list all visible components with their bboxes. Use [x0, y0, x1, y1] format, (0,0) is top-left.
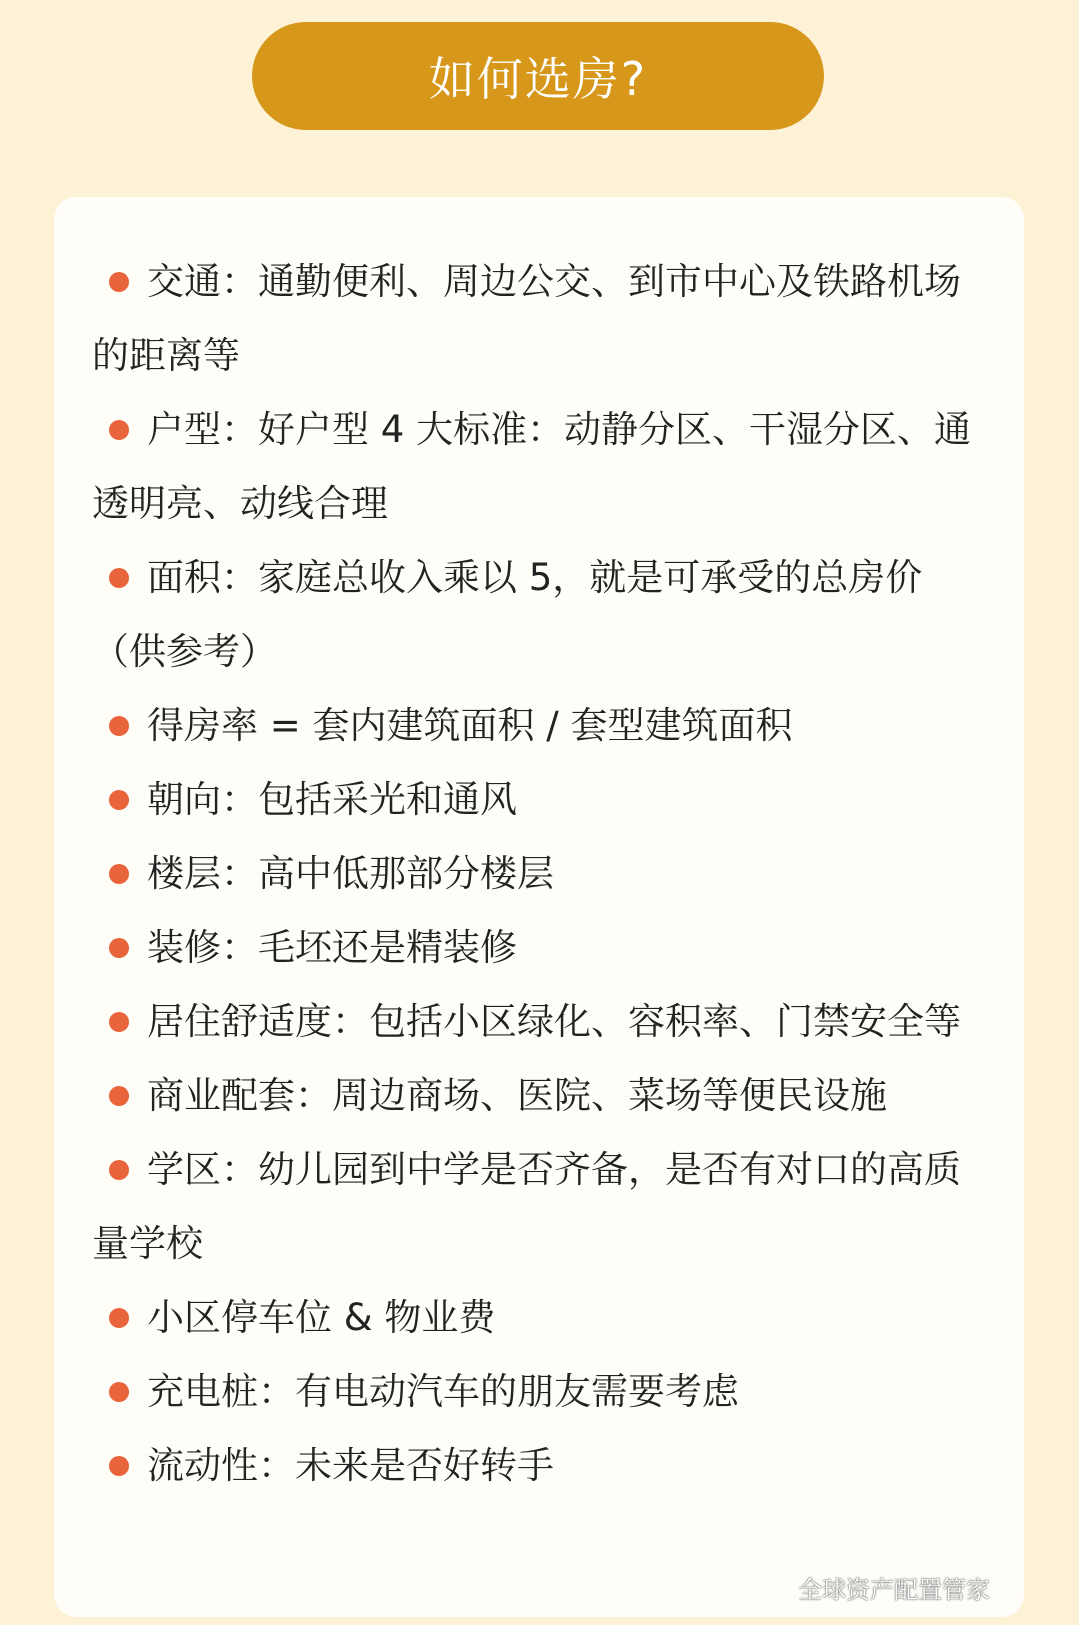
list-item-text: 学区：幼儿园到中学是否齐备，是否有对口的高质量学校 [92, 1148, 961, 1265]
list-item [92, 393, 992, 541]
account-watermark [750, 1570, 990, 1605]
list-item [92, 689, 992, 763]
content-card [54, 197, 1024, 1617]
bullet-dot [109, 1160, 129, 1180]
bullet-dot [109, 568, 129, 588]
bullet-dot [109, 938, 129, 958]
bullet-dot [109, 716, 129, 736]
list-item-text: 商业配套：周边商场、医院、菜场等便民设施 [147, 1074, 887, 1117]
list-item [92, 763, 992, 837]
list-item-text: 得房率 = 套内建筑面积 / 套型建筑面积 [147, 704, 793, 747]
list-item [92, 1133, 992, 1281]
list-item-text: 小区停车位 & 物业费 [147, 1296, 496, 1339]
bullet-dot [109, 1308, 129, 1328]
wechat-icon [750, 1572, 790, 1604]
list-item-text: 面积：家庭总收入乘以 5，就是可承受的总房价（供参考） [92, 556, 923, 673]
bullet-dot [109, 790, 129, 810]
bullet-dot [109, 272, 129, 292]
list-item [92, 1355, 992, 1429]
bullet-dot [109, 1012, 129, 1032]
list-item-text: 装修：毛坯还是精装修 [147, 926, 517, 969]
bullet-dot [109, 420, 129, 440]
list-item [92, 911, 992, 985]
list-item-text: 朝向：包括采光和通风 [147, 778, 517, 821]
list-item [92, 1059, 992, 1133]
title-banner [252, 22, 824, 130]
list-item [92, 837, 992, 911]
list-item [92, 1281, 992, 1355]
list-item-text: 交通：通勤便利、周边公交、到市中心及铁路机场的距离等 [92, 260, 961, 377]
list-item-text: 流动性：未来是否好转手 [147, 1444, 554, 1487]
bullet-dot [109, 1086, 129, 1106]
bullet-dot [109, 864, 129, 884]
list-item [92, 985, 992, 1059]
list-item-text: 楼层：高中低那部分楼层 [147, 852, 554, 895]
page-title: 如何选房? [428, 52, 648, 106]
list-item-text: 居住舒适度：包括小区绿化、容积率、门禁安全等 [147, 1000, 961, 1043]
list-item [92, 541, 992, 689]
account-name: 全球资产配置管家 [798, 1576, 990, 1604]
list-item-text: 户型：好户型 4 大标准：动静分区、干湿分区、通透明亮、动线合理 [92, 408, 972, 525]
list-item [92, 245, 992, 393]
list-item [92, 1429, 992, 1503]
list-item-text: 充电桩：有电动汽车的朋友需要考虑 [147, 1370, 739, 1413]
tips-list [92, 245, 992, 1503]
bullet-dot [109, 1382, 129, 1402]
bullet-dot [109, 1456, 129, 1476]
